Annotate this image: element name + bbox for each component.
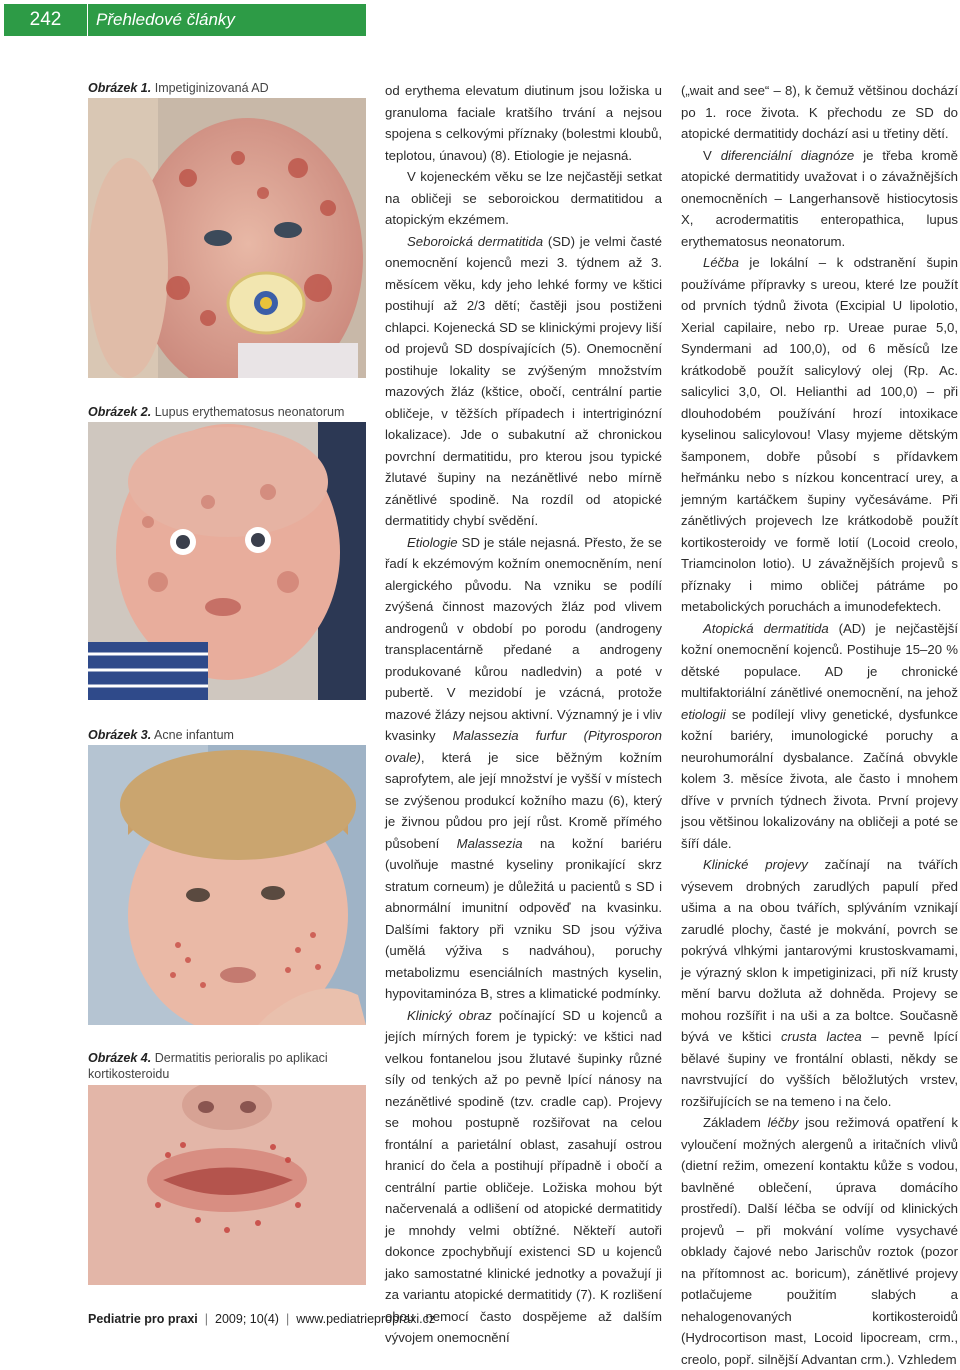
- term-organism: Malassezia: [456, 835, 523, 851]
- footer-separator: |: [285, 1312, 290, 1326]
- figure-2-photo: [88, 422, 366, 700]
- figure-2-caption: [88, 404, 368, 420]
- paragraph: od erythema elevatum diutinum jsou ložiska u granuloma faciale kratšího trvání a nejsou spojena s celkovými příznaky (bolestmi kloubů, teplotou, únavou) (8). Etiologie je nejasná.: [385, 83, 662, 163]
- journal-issue: 2009; 10(4): [215, 1312, 279, 1326]
- paragraph-text: je lokální – k odstranění šupin používáme přípravky s ureou, které lze použít od prvních týdnů života (Excipial U lipolotio, Xerial capilaire, nebo rp. Ureae purae 5,0, Syndermani ad 100,0), od 6 měsíců lze krátkodobě použít salicylový olej (Rp. Ac. salicylici 3,0, Ol. Helianthi ad 100,0) – při dlouhodobém používání hrozí intoxikace kyselinou salicylovou! Vlasy myjeme dětským šamponem, dobře působí s přídavkem heřmánku nebo s nízkou koncentrací urey, a jemným kartáčkem šupiny vyčesáváme. Při zánětlivých projevech lze krátkodobě použít kortikosteroidy ve formě lotií (Locoid creolo, Triamcinolon lotio). U závažnějších projevů s příznaky i mimo obličej pátráme po metabolických poruchách a imunodefektech.: [681, 255, 958, 614]
- term-seborrheic-dermatitis: Seboroická dermatitida: [407, 233, 544, 249]
- paragraph: [681, 252, 958, 618]
- term-etiology: Etiologie: [407, 534, 458, 550]
- figure-1-label: Obrázek 1.: [88, 81, 152, 95]
- section-title: Přehledové články: [88, 4, 366, 36]
- figure-4-text: Dermatitis perioralis po aplikaci kortikosteroidu: [88, 1051, 328, 1081]
- paragraph: [385, 1005, 662, 1349]
- term-clinical-picture: Klinický obraz: [407, 1007, 492, 1023]
- paragraph-text: na kožní bariéru (uvolňuje mastné kyseliny pronikající skrz stratum corneum) je důležitá u pacientů s SD i abnormální imunitní odpověď na kvasinku. Dalšími faktory při vzniku SD jsou výživa (umělá výživa s nadváhou), poruchy metabolizmu esenciálních mastných kyselin, hypovitaminóza B, stres a klimatické podmínky.: [385, 835, 662, 1001]
- paragraph: [681, 1112, 958, 1370]
- page-number: 242: [4, 4, 87, 36]
- figure-1-caption: [88, 80, 368, 96]
- term-treatment: léčby: [767, 1115, 799, 1130]
- figure-3-text: Acne infantum: [154, 728, 234, 742]
- paragraph-text: (SD) je velmi časté onemocnění kojenců mezi 3. týdnem až 3. měsícem věku, kdy jeho lehké formy ve kštici postihují až 2/3 dětí; častěji jsou postiženi chlapci. Kojenecká SD se klinickými projevy liší od projevů SD dospívajících (5). Onemocnění postihuje lokality se zvýšeným množstvím mazových žláz (kštice, obočí, centrální partie obličeje, v těžších případech i intertriginózní lokalizace). Jde o subakutní až chronickou povrchní dermatitidu, pro kterou jsou typické žlutavé šupiny na nezánětlivé nebo mírně zánětlivé spodině. Na rozdíl od atopické dermatitidy chybí svědění.: [385, 233, 662, 528]
- paragraph-text: V: [703, 147, 721, 163]
- term-treatment: Léčba: [703, 255, 739, 270]
- journal-url[interactable]: www.pediatriepropraxi.cz: [296, 1312, 436, 1326]
- figure-2-text: Lupus erythematosus neonatorum: [154, 405, 345, 419]
- paragraph: [385, 532, 662, 1005]
- paragraph: [681, 145, 958, 253]
- paragraph: [681, 854, 958, 1112]
- paragraph-text: je třeba kromě atopické dermatitidy uvažovat i o závažnějších onemocněních – Langerhansově histiocytosis X, acrodermatitis enteropathica, lupus erythematosus neonatorum.: [681, 147, 958, 249]
- term-differential-diagnosis: diferenciální diagnóze: [720, 147, 855, 163]
- paragraph-text: , která je sice běžným kožním saprofytem, ale její množství je vyšší v místech se zvýšenou produkcí kožního mazu (6), který je živnou půdou pro její růst. Kromě přímého působení: [385, 749, 662, 851]
- paragraph: [681, 618, 958, 855]
- paragraph-text: Základem: [703, 1115, 768, 1130]
- paragraph: V kojeneckém věku se lze nejčastěji setkat na obličeji se seboroickou dermatitidou a atopickým ekzémem.: [385, 169, 662, 227]
- paragraph: („wait and see“ – 8), k čemuž většinou dochází po 1. roce života. K přechodu ze SD do atopické dermatitidy dochází asi u třetiny dětí.: [681, 83, 958, 141]
- figure-4-caption: [88, 1050, 368, 1082]
- figure-3-caption: [88, 727, 368, 743]
- figure-4-photo: [88, 1085, 366, 1285]
- figure-4-label: Obrázek 4.: [88, 1051, 152, 1065]
- term-atopic-dermatitis: Atopická dermatitida: [703, 620, 829, 636]
- figure-1-text: Impetiginizovaná AD: [154, 81, 269, 95]
- paragraph-text: začínají na tvářích výsevem drobných zarudlých papulí před ušima a na obou tvářích, splýváním vznikají zarudlé plochy, časté je mokvání, povrch se pokrývá vlhkými jantarovými krustoskvamami, je výrazný sklon k impetiginizaci, při níž krusty mění barvu dožluta až dohněda. Projevy se mohou rozšířit i na uši a za boltce. Současně bývá ve kštici: [681, 857, 958, 1044]
- term-organism: Malassezia furfur (Pityrosporon ovale): [385, 728, 662, 765]
- term-etiology: etiologii: [681, 706, 726, 722]
- text-column-3: [681, 80, 958, 1370]
- paragraph-text: SD je stále nejasná. Přesto, že se řadí k ekzémovým kožním onemocněním, není alergického původu. Na vzniku se podílí zvýšená činnost mazových žláz pod vlivem androgenů v období po porodu (androgeny transplacentárně předané a androgeny produkované kůrou nadledvin) a poté v pubertě. V mezidobí je vzácná, protože mazové žlázy nejsou aktivní. Významný je i vliv kvasinky: [385, 534, 662, 743]
- paragraph: [385, 231, 662, 532]
- paragraph-text: – pevně lpící bělavé šupiny ve frontální oblasti, někdy se navrstvující do vyšších běložlutých vrstev, rozšiřujících se na temeno i na čelo.: [681, 1029, 958, 1109]
- page-footer: [88, 1312, 435, 1326]
- figure-3-photo: [88, 745, 366, 1025]
- term-clinical-signs: Klinické projevy: [703, 857, 808, 872]
- paragraph-text: jsou režimová opatření k vyloučení možných alergenů a iritačních vlivů (dietní režim, omezení kontaktu kůže s vodou, bavlněné oblečení, úprava domácího prostředí). Další léčba se odvíjí od klinických projevů – při mokvání volíme vysychavé obklady čajové nebo Jarischův roztok (pozor na přítomnost ac. boricum), zánětlivé projevy potlačujeme použitím slabých a nehalogenovaných kortikosteroidů (Hydrocortison mast, Locoid lipocream, crm., creolo, popř. silnější Advantan crm.). Vzhledem: [681, 1115, 958, 1367]
- paragraph-text: (AD) je nejčastější kožní onemocnění kojenců. Postihuje 15–20 % dětské populace. AD je chronické multifaktoriální zánětlivé onemocnění, na jehož: [681, 620, 959, 700]
- paragraph-text: počínající SD u kojenců a jejích mírných forem je typický: ve kštici nad velkou fontanelou jsou žlutavé šupinky různé síly od tenkých až po pevně lpící nánosy na nezánětlivé spodině (tzv. cradle cap). Projevy se mohou postupně rozšiřovat na celou frontální a parietální oblast, zasahují ostrou hranicí do čela a postihují případně i obočí a centrální partie obličeje. Ložiska mohou být načervenalá a odlišení od atopické dermatitidy je mnohdy velmi obtížné. Někteří autoři dokonce zpochybňují existenci SD u kojenců jako samostatné klinické jednotky a považují ji za variantu atopické dermatitidy (7). K rozlišení obou nemocí často dospějeme až dalším vývojem onemocnění: [385, 1007, 662, 1345]
- text-column-2: [385, 80, 662, 1349]
- journal-name: Pediatrie pro praxi: [88, 1312, 198, 1326]
- paragraph-text: se podílejí vlivy genetické, dysfunkce kožní bariéry, imunologické poruchy a neurohumorální dysbalance. Začíná obvykle kolem 3. měsíce života, ale často i mnohem dříve v prvních týdnech života. První projevy jsou většinou lokalizovány na obličeji a poté se šíří dále.: [681, 706, 958, 851]
- figure-2-label: Obrázek 2.: [88, 405, 152, 419]
- footer-separator: |: [204, 1312, 209, 1326]
- figure-3-label: Obrázek 3.: [88, 728, 152, 742]
- term-crusta-lactea: crusta lactea: [780, 1029, 862, 1044]
- figure-1-photo: [88, 98, 366, 378]
